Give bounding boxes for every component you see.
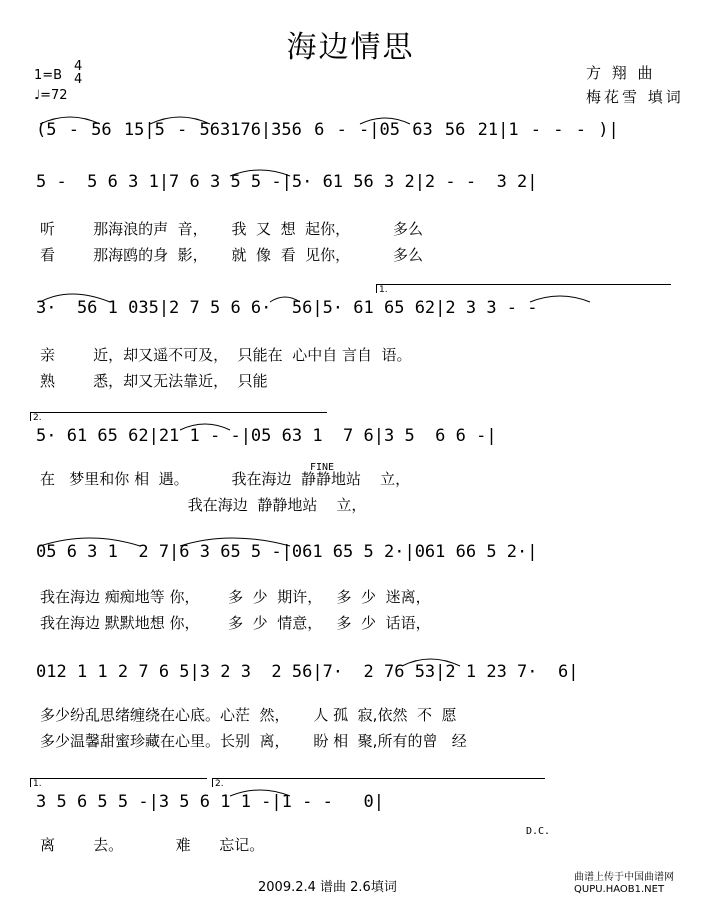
notes-row: 5 - 5 6 3 1|7 6 3 5 5 -|5· 61 56 3 2|2 - - 3 2| bbox=[36, 172, 538, 192]
staff-row-intro bbox=[30, 118, 682, 156]
volta-bracket-1 bbox=[30, 778, 207, 787]
lyric-line-4b: 我在海边 默默地想 你， 多 少 情意， 多 少 话语， bbox=[40, 614, 431, 632]
footer-date: 2009.2.4 谱曲 2.6填词 bbox=[258, 880, 397, 895]
staff-row-1 bbox=[30, 170, 682, 208]
tempo-value: =72 bbox=[40, 88, 68, 103]
page-title: 海边情思 bbox=[286, 30, 415, 65]
volta-label: 2. bbox=[215, 779, 224, 789]
lyric-line-2a: 亲 近，却又遥不可及， 只能在 心中自 言自 语。 bbox=[40, 346, 412, 364]
notes-row: 3 5 6 5 5 -|3 5 6 1 1 -|1 - - 0| bbox=[36, 792, 384, 812]
lyricist-credit: 梅花雪 填词 bbox=[586, 88, 684, 106]
dc-marking: D.C. bbox=[526, 826, 551, 837]
time-bottom: 4 bbox=[74, 72, 83, 87]
notes-row: 012 1 1 2 7 6 5|3 2 3 2 56|7· 2 76 53|2 1 23 7· 6| bbox=[36, 662, 579, 682]
notes-row: 05 6 3 1 2 7|6 3 65 5 -|061 65 5 2·|061 66 5 2·| bbox=[36, 542, 538, 562]
quarter-note-icon: ♩ bbox=[34, 88, 41, 103]
staff-row-4 bbox=[30, 540, 682, 578]
lyric-line-3b: 我在海边 静静地站 立， bbox=[40, 496, 367, 514]
site-line-1: 曲谱上传于中国曲谱网 bbox=[574, 872, 674, 883]
notes-row: 3· 56 1 035|2 7 5 6 6· 56|5· 61 65 62|2 3 3 - - bbox=[36, 298, 538, 318]
staff-row-6 bbox=[30, 779, 682, 837]
tempo-marking bbox=[34, 88, 68, 103]
volta-bracket-2 bbox=[212, 778, 545, 787]
lyric-line-5b: 多少温馨甜蜜珍藏在心里。长别 离， 盼 相 聚,所有的曾 经 bbox=[40, 732, 467, 750]
lyric-line-3a: 在 梦里和你 相 遇。 我在海边 静静地站 立， bbox=[40, 470, 411, 488]
key-signature: 1=B bbox=[34, 68, 63, 83]
notes-row: 5· 61 65 62|21 1 - -|05 63 1 7 6|3 5 6 6 -| bbox=[36, 426, 497, 446]
site-line-2: QUPU.HAOB1.NET bbox=[574, 884, 665, 895]
staff-row-5 bbox=[30, 660, 682, 698]
volta-label: 1. bbox=[379, 285, 388, 295]
site-watermark bbox=[574, 872, 674, 896]
lyric-line-1b: 看 那海鸥的身 影， 就 像 看 见你， 多么 bbox=[40, 246, 424, 264]
time-top: 4 bbox=[74, 59, 83, 74]
lyric-line-2b: 熟 悉，却又无法靠近， 只能 bbox=[40, 372, 268, 390]
lyric-line-6a: 离 去。 难 忘记。 bbox=[40, 836, 265, 854]
time-signature bbox=[74, 60, 82, 86]
volta-label: 1. bbox=[33, 779, 42, 789]
lyric-line-4a: 我在海边 痴痴地等 你， 多 少 期许， 多 少 迷离， bbox=[40, 588, 431, 606]
fine-marking: FINE bbox=[310, 462, 335, 473]
volta-bracket-2 bbox=[30, 412, 327, 421]
notes-row: (5 - 56 15|5 - 563176|356 6 - -|05 63 56 21|1 - - - )| bbox=[36, 120, 619, 140]
staff-row-3 bbox=[30, 413, 682, 473]
lyric-line-5a: 多少纷乱思绪缠绕在心底。心茫 然， 人 孤 寂,依然 不 愿 bbox=[40, 706, 457, 724]
composer-credit: 方 翔 曲 bbox=[586, 64, 656, 82]
volta-label: 2. bbox=[33, 413, 42, 423]
lyric-line-1a: 听 那海浪的声 音， 我 又 想 起你， 多么 bbox=[40, 220, 424, 238]
staff-row-2 bbox=[30, 285, 682, 334]
volta-bracket-1 bbox=[376, 284, 671, 293]
